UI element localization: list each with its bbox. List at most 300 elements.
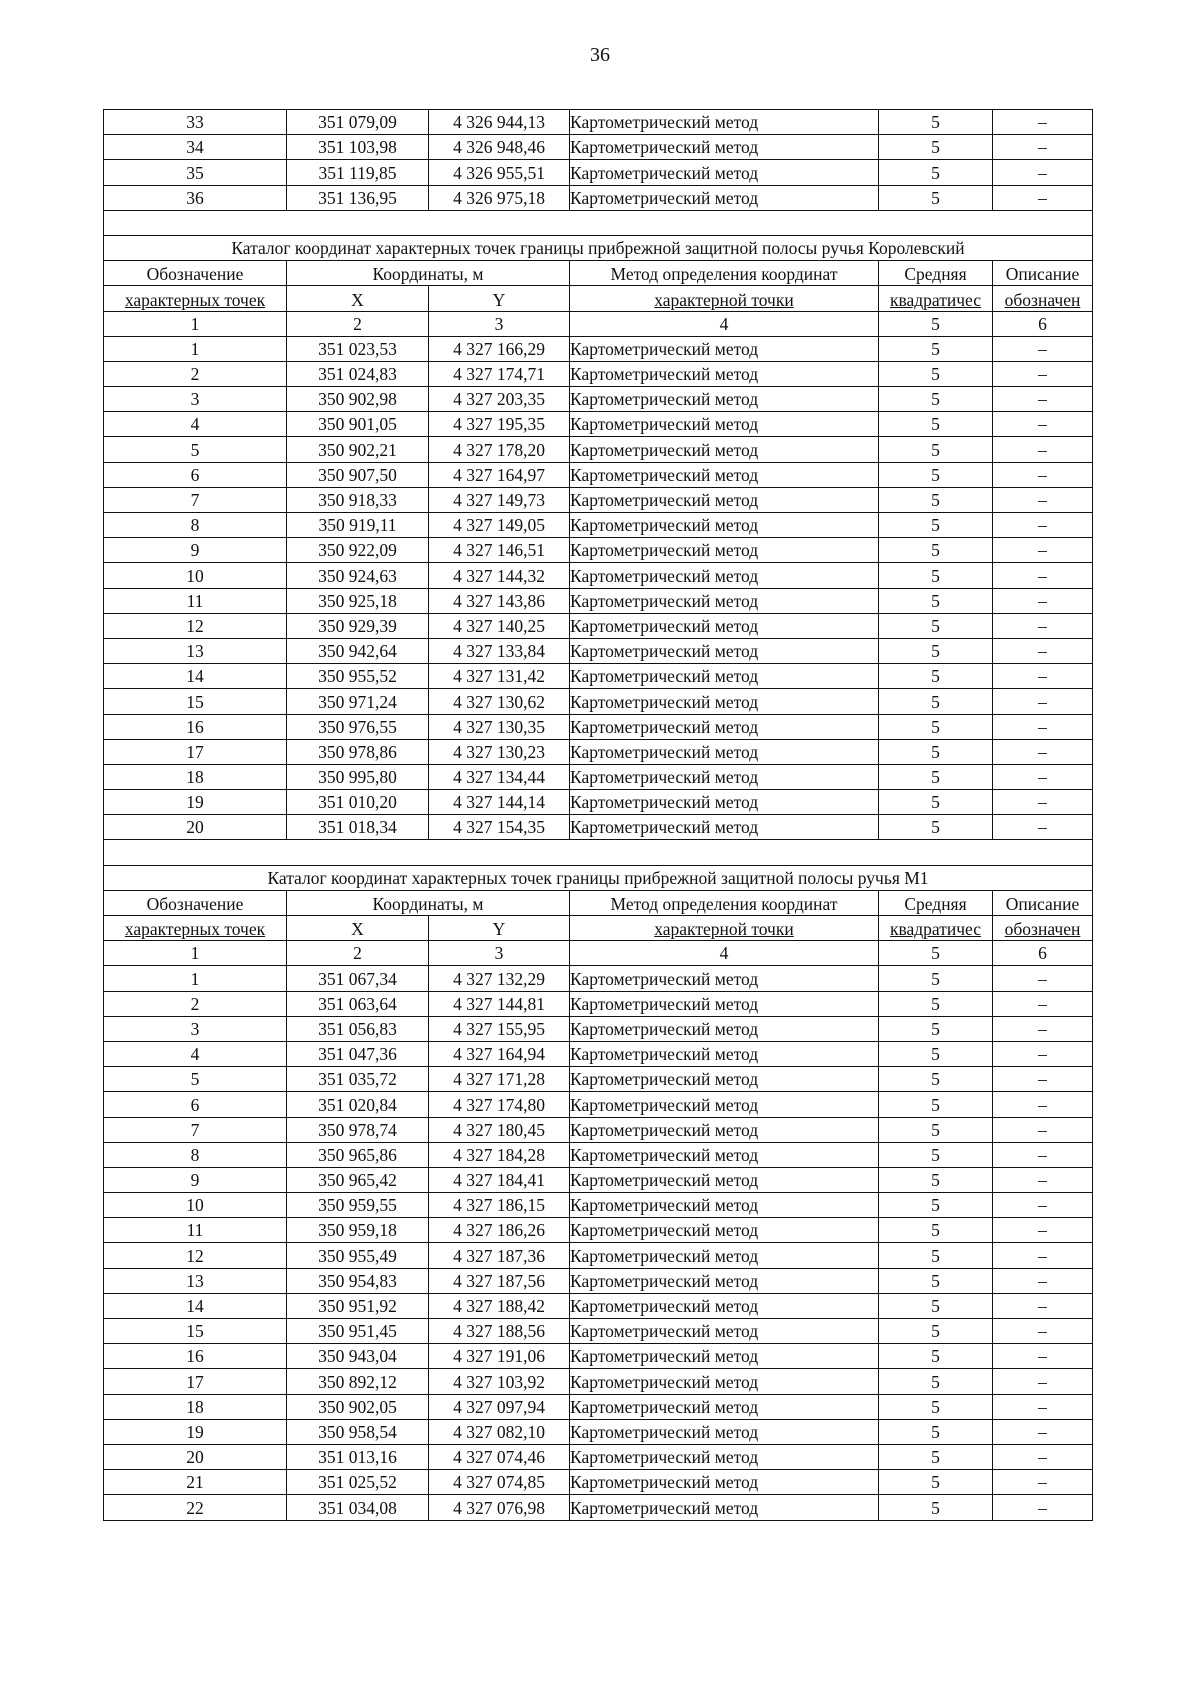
point-number-cell: 5 (104, 437, 287, 462)
accuracy-cell: 5 (879, 361, 993, 386)
x-coordinate-cell: 351 056,83 (287, 1016, 429, 1041)
point-number-cell: 3 (104, 1016, 287, 1041)
description-cell: – (993, 387, 1093, 412)
description-cell: – (993, 1041, 1093, 1066)
table-row (104, 1067, 1093, 1092)
accuracy-cell: 5 (879, 1319, 993, 1344)
point-number-cell: 22 (104, 1495, 287, 1520)
point-number-cell: 14 (104, 664, 287, 689)
table-row (104, 437, 1093, 462)
table-row (104, 638, 1093, 663)
y-coordinate-cell: 4 327 134,44 (429, 764, 570, 789)
header-designation-line2: характерных точек (104, 286, 287, 311)
x-coordinate-cell: 351 079,09 (287, 110, 429, 135)
method-cell: Картометрический метод (570, 613, 879, 638)
method-cell: Картометрический метод (570, 361, 879, 386)
accuracy-cell: 5 (879, 1016, 993, 1041)
x-coordinate-cell: 350 942,64 (287, 638, 429, 663)
accuracy-cell: 5 (879, 1218, 993, 1243)
table-row (104, 1319, 1093, 1344)
accuracy-cell: 5 (879, 1444, 993, 1469)
y-coordinate-cell: 4 327 103,92 (429, 1369, 570, 1394)
point-number-cell: 19 (104, 790, 287, 815)
method-cell: Картометрический метод (570, 110, 879, 135)
x-coordinate-cell: 350 959,55 (287, 1193, 429, 1218)
x-coordinate-cell: 351 010,20 (287, 790, 429, 815)
table-row (104, 1117, 1093, 1142)
column-number-cell: 5 (879, 941, 993, 966)
table-row (104, 1470, 1093, 1495)
accuracy-cell: 5 (879, 1268, 993, 1293)
method-cell: Картометрический метод (570, 462, 879, 487)
point-number-cell: 35 (104, 160, 287, 185)
description-cell: – (993, 1470, 1093, 1495)
method-cell: Картометрический метод (570, 815, 879, 840)
spacer-row (104, 210, 1093, 235)
point-number-cell: 1 (104, 336, 287, 361)
table-row (104, 1444, 1093, 1469)
point-number-cell: 3 (104, 387, 287, 412)
column-number-cell: 4 (570, 941, 879, 966)
y-coordinate-cell: 4 327 132,29 (429, 966, 570, 991)
table-row (104, 1243, 1093, 1268)
column-number-cell: 3 (429, 311, 570, 336)
method-cell: Картометрический метод (570, 764, 879, 789)
accuracy-cell: 5 (879, 135, 993, 160)
description-cell: – (993, 1419, 1093, 1444)
method-cell: Картометрический метод (570, 1218, 879, 1243)
method-cell: Картометрический метод (570, 1444, 879, 1469)
y-coordinate-cell: 4 327 166,29 (429, 336, 570, 361)
description-cell: – (993, 764, 1093, 789)
y-coordinate-cell: 4 327 154,35 (429, 815, 570, 840)
point-number-cell: 11 (104, 588, 287, 613)
header-row (104, 286, 1093, 311)
table-row (104, 1419, 1093, 1444)
header-accuracy: Средняя (879, 261, 993, 286)
table-row (104, 664, 1093, 689)
y-coordinate-cell: 4 327 171,28 (429, 1067, 570, 1092)
method-cell: Картометрический метод (570, 664, 879, 689)
accuracy-cell: 5 (879, 1092, 993, 1117)
method-cell: Картометрический метод (570, 689, 879, 714)
x-coordinate-cell: 351 103,98 (287, 135, 429, 160)
y-coordinate-cell: 4 327 144,32 (429, 563, 570, 588)
description-cell: – (993, 135, 1093, 160)
y-coordinate-cell: 4 327 074,46 (429, 1444, 570, 1469)
x-coordinate-cell: 351 013,16 (287, 1444, 429, 1469)
description-cell: – (993, 664, 1093, 689)
column-number-row (104, 941, 1093, 966)
accuracy-cell: 5 (879, 513, 993, 538)
point-number-cell: 8 (104, 1142, 287, 1167)
x-coordinate-cell: 350 971,24 (287, 689, 429, 714)
accuracy-cell: 5 (879, 487, 993, 512)
description-cell: – (993, 336, 1093, 361)
method-cell: Картометрический метод (570, 1293, 879, 1318)
method-cell: Картометрический метод (570, 1369, 879, 1394)
table-row (104, 513, 1093, 538)
section-title-row (104, 865, 1093, 890)
x-coordinate-cell: 350 892,12 (287, 1369, 429, 1394)
accuracy-cell: 5 (879, 1167, 993, 1192)
method-cell: Картометрический метод (570, 487, 879, 512)
method-cell: Картометрический метод (570, 563, 879, 588)
x-coordinate-cell: 351 024,83 (287, 361, 429, 386)
table-row (104, 764, 1093, 789)
method-cell: Картометрический метод (570, 1495, 879, 1520)
y-coordinate-cell: 4 327 143,86 (429, 588, 570, 613)
description-cell: – (993, 1016, 1093, 1041)
accuracy-cell: 5 (879, 1495, 993, 1520)
y-coordinate-cell: 4 327 203,35 (429, 387, 570, 412)
description-cell: – (993, 462, 1093, 487)
y-coordinate-cell: 4 327 180,45 (429, 1117, 570, 1142)
accuracy-cell: 5 (879, 563, 993, 588)
table-row (104, 613, 1093, 638)
y-coordinate-cell: 4 327 140,25 (429, 613, 570, 638)
table-row (104, 966, 1093, 991)
spacer-row (104, 840, 1093, 865)
point-number-cell: 16 (104, 1344, 287, 1369)
point-number-cell: 21 (104, 1470, 287, 1495)
table-row (104, 412, 1093, 437)
accuracy-cell: 5 (879, 689, 993, 714)
y-coordinate-cell: 4 327 191,06 (429, 1344, 570, 1369)
accuracy-cell: 5 (879, 764, 993, 789)
method-cell: Картометрический метод (570, 714, 879, 739)
table-row (104, 991, 1093, 1016)
method-cell: Картометрический метод (570, 1394, 879, 1419)
point-number-cell: 10 (104, 563, 287, 588)
method-cell: Картометрический метод (570, 336, 879, 361)
y-coordinate-cell: 4 327 155,95 (429, 1016, 570, 1041)
method-cell: Картометрический метод (570, 1041, 879, 1066)
table-row (104, 110, 1093, 135)
method-cell: Картометрический метод (570, 185, 879, 210)
x-coordinate-cell: 350 955,52 (287, 664, 429, 689)
column-number-cell: 2 (287, 941, 429, 966)
header-accuracy: Средняя (879, 890, 993, 915)
table-row (104, 336, 1093, 361)
y-coordinate-cell: 4 327 076,98 (429, 1495, 570, 1520)
method-cell: Картометрический метод (570, 1117, 879, 1142)
accuracy-cell: 5 (879, 1369, 993, 1394)
method-cell: Картометрический метод (570, 1268, 879, 1293)
page-number: 36 (590, 44, 610, 66)
spacer-cell (104, 840, 1093, 865)
x-coordinate-cell: 350 951,92 (287, 1293, 429, 1318)
header-method-line2: характерной точки (570, 916, 879, 941)
header-designation: Обозначение (104, 890, 287, 915)
accuracy-cell: 5 (879, 991, 993, 1016)
accuracy-cell: 5 (879, 1243, 993, 1268)
spacer-cell (104, 210, 1093, 235)
point-number-cell: 33 (104, 110, 287, 135)
x-coordinate-cell: 350 907,50 (287, 462, 429, 487)
description-cell: – (993, 563, 1093, 588)
method-cell: Картометрический метод (570, 1243, 879, 1268)
description-cell: – (993, 1495, 1093, 1520)
point-number-cell: 20 (104, 1444, 287, 1469)
accuracy-cell: 5 (879, 1293, 993, 1318)
x-coordinate-cell: 351 136,95 (287, 185, 429, 210)
table-row (104, 1193, 1093, 1218)
y-coordinate-cell: 4 327 186,15 (429, 1193, 570, 1218)
table-row (104, 185, 1093, 210)
point-number-cell: 18 (104, 1394, 287, 1419)
x-coordinate-cell: 350 958,54 (287, 1419, 429, 1444)
point-number-cell: 9 (104, 538, 287, 563)
table-row (104, 588, 1093, 613)
accuracy-cell: 5 (879, 1041, 993, 1066)
header-y: Y (429, 916, 570, 941)
y-coordinate-cell: 4 327 184,41 (429, 1167, 570, 1192)
y-coordinate-cell: 4 327 144,14 (429, 790, 570, 815)
y-coordinate-cell: 4 327 187,36 (429, 1243, 570, 1268)
description-cell: – (993, 815, 1093, 840)
description-cell: – (993, 1142, 1093, 1167)
x-coordinate-cell: 351 034,08 (287, 1495, 429, 1520)
y-coordinate-cell: 4 327 097,94 (429, 1394, 570, 1419)
y-coordinate-cell: 4 327 074,85 (429, 1470, 570, 1495)
description-cell: – (993, 1067, 1093, 1092)
x-coordinate-cell: 350 976,55 (287, 714, 429, 739)
x-coordinate-cell: 350 954,83 (287, 1268, 429, 1293)
x-coordinate-cell: 350 902,98 (287, 387, 429, 412)
y-coordinate-cell: 4 326 975,18 (429, 185, 570, 210)
description-cell: – (993, 110, 1093, 135)
table-row (104, 563, 1093, 588)
description-cell: – (993, 513, 1093, 538)
accuracy-cell: 5 (879, 664, 993, 689)
table-row (104, 1394, 1093, 1419)
header-row (104, 916, 1093, 941)
x-coordinate-cell: 350 929,39 (287, 613, 429, 638)
description-cell: – (993, 1117, 1093, 1142)
x-coordinate-cell: 350 901,05 (287, 412, 429, 437)
accuracy-cell: 5 (879, 966, 993, 991)
point-number-cell: 12 (104, 1243, 287, 1268)
accuracy-cell: 5 (879, 714, 993, 739)
description-cell: – (993, 361, 1093, 386)
description-cell: – (993, 588, 1093, 613)
header-x: X (287, 916, 429, 941)
accuracy-cell: 5 (879, 1067, 993, 1092)
accuracy-cell: 5 (879, 160, 993, 185)
description-cell: – (993, 538, 1093, 563)
description-cell: – (993, 1193, 1093, 1218)
table-row (104, 739, 1093, 764)
x-coordinate-cell: 351 119,85 (287, 160, 429, 185)
description-cell: – (993, 185, 1093, 210)
description-cell: – (993, 739, 1093, 764)
y-coordinate-cell: 4 327 131,42 (429, 664, 570, 689)
point-number-cell: 34 (104, 135, 287, 160)
y-coordinate-cell: 4 327 184,28 (429, 1142, 570, 1167)
section-title: Каталог координат характерных точек границы прибрежной защитной полосы ручья Королевский (104, 235, 1093, 260)
y-coordinate-cell: 4 327 082,10 (429, 1419, 570, 1444)
description-cell: – (993, 991, 1093, 1016)
coordinates-table-body (104, 110, 1093, 1521)
accuracy-cell: 5 (879, 1394, 993, 1419)
method-cell: Картометрический метод (570, 513, 879, 538)
point-number-cell: 15 (104, 689, 287, 714)
y-coordinate-cell: 4 327 187,56 (429, 1268, 570, 1293)
table-row (104, 135, 1093, 160)
accuracy-cell: 5 (879, 1470, 993, 1495)
accuracy-cell: 5 (879, 412, 993, 437)
accuracy-cell: 5 (879, 1344, 993, 1369)
header-coordinates: Координаты, м (287, 261, 570, 286)
point-number-cell: 8 (104, 513, 287, 538)
column-number-cell: 3 (429, 941, 570, 966)
table-row (104, 1495, 1093, 1520)
description-cell: – (993, 1369, 1093, 1394)
table-row (104, 487, 1093, 512)
y-coordinate-cell: 4 327 164,94 (429, 1041, 570, 1066)
point-number-cell: 17 (104, 1369, 287, 1394)
x-coordinate-cell: 351 020,84 (287, 1092, 429, 1117)
section-title: Каталог координат характерных точек границы прибрежной защитной полосы ручья М1 (104, 865, 1093, 890)
point-number-cell: 16 (104, 714, 287, 739)
header-accuracy-line2: квадратичес (879, 286, 993, 311)
table-row (104, 1167, 1093, 1192)
accuracy-cell: 5 (879, 336, 993, 361)
point-number-cell: 13 (104, 1268, 287, 1293)
description-cell: – (993, 966, 1093, 991)
method-cell: Картометрический метод (570, 588, 879, 613)
x-coordinate-cell: 350 922,09 (287, 538, 429, 563)
header-description: Описание (993, 261, 1093, 286)
point-number-cell: 12 (104, 613, 287, 638)
accuracy-cell: 5 (879, 1142, 993, 1167)
y-coordinate-cell: 4 327 130,62 (429, 689, 570, 714)
table-row (104, 387, 1093, 412)
point-number-cell: 6 (104, 462, 287, 487)
y-coordinate-cell: 4 327 144,81 (429, 991, 570, 1016)
x-coordinate-cell: 350 925,18 (287, 588, 429, 613)
y-coordinate-cell: 4 326 948,46 (429, 135, 570, 160)
method-cell: Картометрический метод (570, 387, 879, 412)
method-cell: Картометрический метод (570, 160, 879, 185)
method-cell: Картометрический метод (570, 412, 879, 437)
y-coordinate-cell: 4 327 130,35 (429, 714, 570, 739)
point-number-cell: 4 (104, 1041, 287, 1066)
x-coordinate-cell: 350 965,42 (287, 1167, 429, 1192)
x-coordinate-cell: 351 025,52 (287, 1470, 429, 1495)
header-x: X (287, 286, 429, 311)
point-number-cell: 11 (104, 1218, 287, 1243)
table-row (104, 1041, 1093, 1066)
accuracy-cell: 5 (879, 638, 993, 663)
table-row (104, 1268, 1093, 1293)
description-cell: – (993, 1243, 1093, 1268)
method-cell: Картометрический метод (570, 790, 879, 815)
description-cell: – (993, 160, 1093, 185)
x-coordinate-cell: 350 965,86 (287, 1142, 429, 1167)
table-row (104, 1293, 1093, 1318)
column-number-cell: 4 (570, 311, 879, 336)
point-number-cell: 17 (104, 739, 287, 764)
accuracy-cell: 5 (879, 815, 993, 840)
column-number-cell: 6 (993, 941, 1093, 966)
accuracy-cell: 5 (879, 185, 993, 210)
description-cell: – (993, 1394, 1093, 1419)
method-cell: Картометрический метод (570, 991, 879, 1016)
description-cell: – (993, 412, 1093, 437)
header-accuracy-line2: квадратичес (879, 916, 993, 941)
y-coordinate-cell: 4 327 133,84 (429, 638, 570, 663)
header-coordinates: Координаты, м (287, 890, 570, 915)
method-cell: Картометрический метод (570, 135, 879, 160)
accuracy-cell: 5 (879, 739, 993, 764)
coordinates-table (103, 109, 1093, 1521)
column-number-cell: 1 (104, 311, 287, 336)
table-row (104, 790, 1093, 815)
y-coordinate-cell: 4 327 186,26 (429, 1218, 570, 1243)
accuracy-cell: 5 (879, 588, 993, 613)
accuracy-cell: 5 (879, 1117, 993, 1142)
column-number-cell: 1 (104, 941, 287, 966)
accuracy-cell: 5 (879, 462, 993, 487)
table-row (104, 1016, 1093, 1041)
x-coordinate-cell: 350 902,05 (287, 1394, 429, 1419)
x-coordinate-cell: 350 955,49 (287, 1243, 429, 1268)
description-cell: – (993, 1344, 1093, 1369)
y-coordinate-cell: 4 327 146,51 (429, 538, 570, 563)
method-cell: Картометрический метод (570, 1419, 879, 1444)
method-cell: Картометрический метод (570, 1016, 879, 1041)
description-cell: – (993, 1268, 1093, 1293)
y-coordinate-cell: 4 327 149,05 (429, 513, 570, 538)
y-coordinate-cell: 4 326 955,51 (429, 160, 570, 185)
description-cell: – (993, 1319, 1093, 1344)
section-title-row (104, 235, 1093, 260)
method-cell: Картометрический метод (570, 1167, 879, 1192)
table-row (104, 714, 1093, 739)
description-cell: – (993, 638, 1093, 663)
method-cell: Картометрический метод (570, 1142, 879, 1167)
method-cell: Картометрический метод (570, 1092, 879, 1117)
accuracy-cell: 5 (879, 790, 993, 815)
table-row (104, 462, 1093, 487)
point-number-cell: 10 (104, 1193, 287, 1218)
point-number-cell: 6 (104, 1092, 287, 1117)
description-cell: – (993, 1092, 1093, 1117)
method-cell: Картометрический метод (570, 966, 879, 991)
accuracy-cell: 5 (879, 387, 993, 412)
column-number-row (104, 311, 1093, 336)
description-cell: – (993, 1444, 1093, 1469)
point-number-cell: 2 (104, 991, 287, 1016)
column-number-cell: 5 (879, 311, 993, 336)
point-number-cell: 7 (104, 1117, 287, 1142)
accuracy-cell: 5 (879, 1419, 993, 1444)
point-number-cell: 36 (104, 185, 287, 210)
y-coordinate-cell: 4 326 944,13 (429, 110, 570, 135)
method-cell: Картометрический метод (570, 538, 879, 563)
header-designation: Обозначение (104, 261, 287, 286)
description-cell: – (993, 790, 1093, 815)
x-coordinate-cell: 350 978,86 (287, 739, 429, 764)
description-cell: – (993, 613, 1093, 638)
table-row (104, 1092, 1093, 1117)
description-cell: – (993, 714, 1093, 739)
accuracy-cell: 5 (879, 538, 993, 563)
x-coordinate-cell: 350 995,80 (287, 764, 429, 789)
x-coordinate-cell: 350 918,33 (287, 487, 429, 512)
